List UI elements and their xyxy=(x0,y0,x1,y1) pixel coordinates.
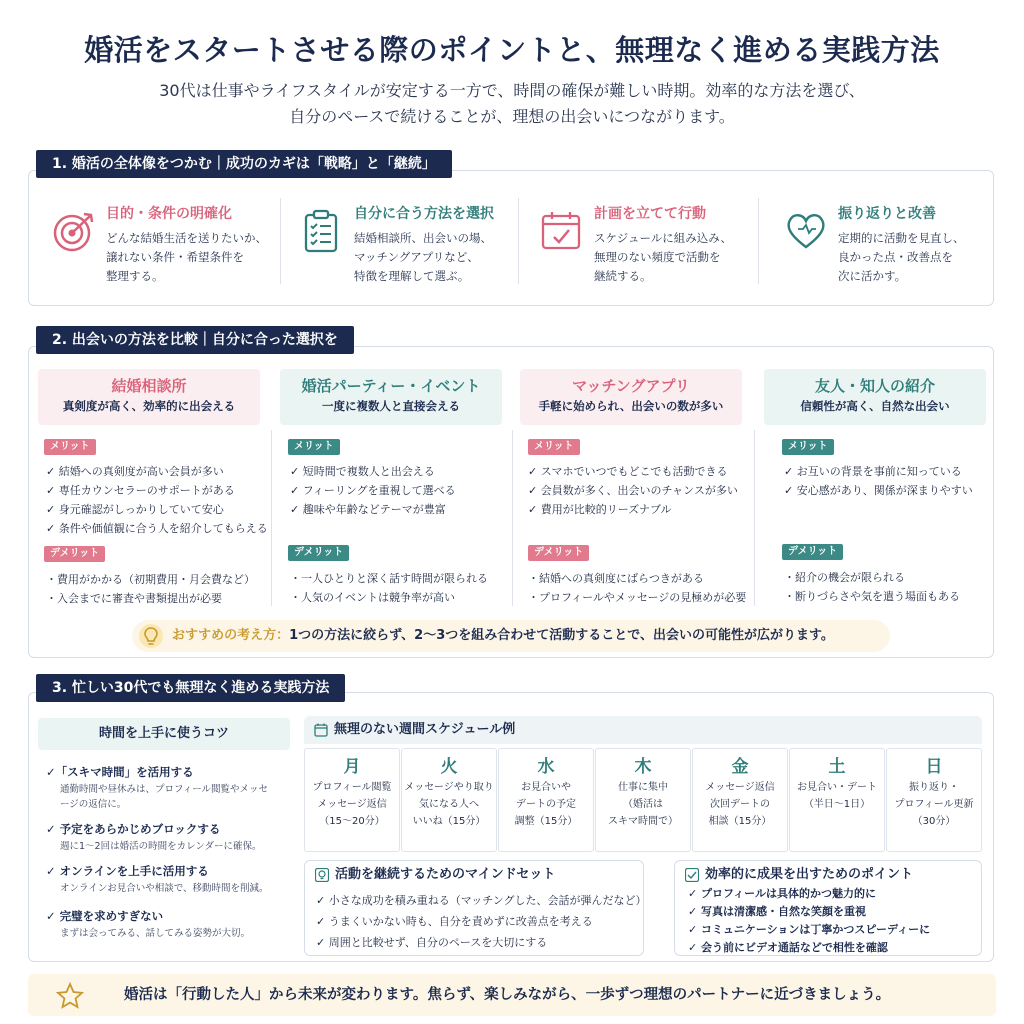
merit-item: ✓ 結婚への真剣度が高い会員が多い xyxy=(46,465,224,478)
lightbulb-icon xyxy=(138,623,164,649)
recommendation-text: おすすめの考え方：1つの方法に絞らず、2〜3つを組み合わせて活動することで、出会いの可能性が広がります。 xyxy=(172,628,834,643)
merit-item: ✓ 会員数が多く、出会いのチャンスが多い xyxy=(528,484,738,497)
method-column-head xyxy=(280,369,502,425)
mindset-item: ✓ 周囲と比較せず、自分のペースを大切にする xyxy=(316,936,548,949)
page-title: 婚活をスタートさせる際のポイントと、無理なく進める実践方法 xyxy=(84,33,940,67)
weekly-schedule-head: 無理のない週間スケジュール例 xyxy=(304,716,982,744)
divider xyxy=(280,198,281,284)
merit-tag: メリット xyxy=(44,439,96,455)
time-tip-head: ✓「スキマ時間」を活用する xyxy=(46,765,194,779)
time-tip-body: オンラインお見合いや相談で、移動時間を削減。 xyxy=(60,883,269,894)
schedule-day-thu: 木 仕事に集中 （婚活は スキマ時間で） xyxy=(595,748,691,852)
mindset-item: ✓ 小さな成功を積み重ねる（マッチングした、会話が弾んだなど） xyxy=(316,894,647,907)
target-icon xyxy=(50,207,98,255)
demerit-item: ・紹介の機会が限られる xyxy=(784,571,905,584)
demerit-tag: デメリット xyxy=(528,545,589,561)
day-name: 火 xyxy=(440,757,458,777)
clipboard-checklist-icon xyxy=(298,207,346,255)
calendar-icon xyxy=(314,723,328,737)
schedule-day-fri: 金 メッセージ返信 次回デートの 相談（15分） xyxy=(692,748,788,852)
divider xyxy=(271,430,272,606)
method-column-head xyxy=(38,369,260,425)
time-tip-head: ✓ 予定をあらかじめブロックする xyxy=(46,822,221,836)
section2-label: 2. 出会いの方法を比較｜自分に合った選択を xyxy=(36,326,354,354)
demerit-item: ・結婚への真剣度にばらつきがある xyxy=(528,572,704,585)
divider xyxy=(754,430,755,606)
day-name: 金 xyxy=(731,757,749,777)
method-title: 婚活パーティー・イベント xyxy=(301,377,481,395)
mindset-head: 活動を継続するためのマインドセット xyxy=(305,861,555,889)
method-subtitle: 一度に複数人と直接会える xyxy=(322,399,460,413)
method-subtitle: 真剣度が高く、効率的に出会える xyxy=(62,399,236,413)
strategy-item-body: 定期的に活動を見直し、 良かった点・改善点を 次に活かす。 xyxy=(838,231,965,283)
method-column-head xyxy=(764,369,986,425)
method-column-referral xyxy=(764,369,986,425)
merit-item: ✓ 身元確認がしっかりしていて安心 xyxy=(46,503,224,516)
schedule-day-wed: 水 お見合いや デートの予定 調整（15分） xyxy=(498,748,594,852)
demerit-item: ・費用がかかる（初期費用・月会費など） xyxy=(46,573,255,586)
method-column-party xyxy=(280,369,502,425)
merit-item: ✓ スマホでいつでもどこでも活動できる xyxy=(528,465,728,478)
strategy-item-head: 目的・条件の明確化 xyxy=(106,206,232,222)
lightbulb-icon xyxy=(315,868,329,882)
divider xyxy=(518,198,519,284)
merit-tag: メリット xyxy=(288,439,340,455)
efficiency-point: ✓ コミュニケーションは丁寧かつスピーディーに xyxy=(688,923,931,936)
time-tip-body: 通勤時間や昼休みは、プロフィール閲覧やメッセ ージの返信に。 xyxy=(60,784,269,810)
time-tip-head: ✓ 完璧を求めすぎない xyxy=(46,909,164,923)
demerit-tag: デメリット xyxy=(288,545,349,561)
method-subtitle: 信頼性が高く、自然な出会い xyxy=(800,399,950,413)
demerit-tag: デメリット xyxy=(782,544,843,560)
merit-item: ✓ 安心感があり、関係が深まりやすい xyxy=(784,484,973,497)
day-name: 水 xyxy=(537,757,555,777)
strategy-item-body: スケジュールに組み込み、 無理のない頻度で活動を 継続する。 xyxy=(594,231,732,283)
efficiency-points-head: 効率的に成果を出すためのポイント xyxy=(675,861,913,889)
star-icon xyxy=(56,982,84,1010)
day-name: 木 xyxy=(634,757,652,777)
demerit-item: ・人気のイベントは競争率が高い xyxy=(290,591,455,604)
schedule-day-mon: 月 プロフィール閲覧 メッセージ返信 （15〜20分） xyxy=(304,748,400,852)
schedule-day-sun: 日 振り返り・ プロフィール更新 （30分） xyxy=(886,748,982,852)
recommendation-banner xyxy=(132,620,890,652)
schedule-day-tue: 火 メッセージやり取り 気になる人へ いいね（15分） xyxy=(401,748,497,852)
demerit-item: ・プロフィールやメッセージの見極めが必要 xyxy=(528,591,747,604)
merit-item: ✓ 専任カウンセラーのサポートがある xyxy=(46,484,235,497)
heart-icon xyxy=(782,207,830,255)
efficiency-point: ✓ 写真は清潔感・自然な笑顔を重視 xyxy=(688,905,867,918)
method-title: 友人・知人の紹介 xyxy=(814,377,935,395)
lead-text xyxy=(0,78,1024,130)
time-tip-head: ✓ オンラインを上手に活用する xyxy=(46,864,209,878)
method-title: マッチングアプリ xyxy=(572,377,690,395)
time-tip-body: まずは会ってみる、話してみる姿勢が大切。 xyxy=(60,928,251,939)
lead-line: 30代は仕事やライフスタイルが安定する一方で、時間の確保が難しい時期。効率的な方法を選び、 xyxy=(159,81,865,100)
efficiency-point: ✓ 会う前にビデオ通話などで相性を確認 xyxy=(688,941,888,954)
schedule-day-sat: 土 お見合い・デート （半日〜1日） xyxy=(789,748,885,852)
time-tips-head: 時間を上手に使うコツ xyxy=(38,718,290,750)
strategy-item-head: 振り返りと改善 xyxy=(838,206,936,222)
day-name: 日 xyxy=(925,757,943,777)
demerit-item: ・一人ひとりと深く話す時間が限られる xyxy=(290,572,488,585)
strategy-item-body: 結婚相談所、出会いの場、 マッチングアプリなど、 特徴を理解して選ぶ。 xyxy=(354,231,492,283)
footer-banner xyxy=(28,974,996,1016)
divider xyxy=(758,198,759,284)
section1-label: 1. 婚活の全体像をつかむ｜成功のカギは「戦略」と「継続」 xyxy=(36,150,452,178)
method-title: 結婚相談所 xyxy=(111,377,187,395)
mindset-item: ✓ うまくいかない時も、自分を責めずに改善点を考える xyxy=(316,915,593,928)
day-name: 月 xyxy=(343,757,361,777)
lead-line: 自分のペースで続けることが、理想の出会いにつながります。 xyxy=(289,107,735,126)
merit-item: ✓ お互いの背景を事前に知っている xyxy=(784,465,962,478)
strategy-item-head: 自分に合う方法を選択 xyxy=(354,206,494,222)
demerit-item: ・入会までに審査や書類提出が必要 xyxy=(46,592,222,605)
merit-item: ✓ 短時間で複数人と出会える xyxy=(290,465,435,478)
method-subtitle: 手軽に始められ、出会いの数が多い xyxy=(538,399,724,413)
day-name: 土 xyxy=(828,757,846,777)
calendar-check-icon xyxy=(538,207,586,255)
strategy-item-body: どんな結婚生活を送りたいか、 譲れない条件・希望条件を 整理する。 xyxy=(106,231,267,283)
merit-item: ✓ 趣味や年齢などテーマが豊富 xyxy=(290,503,446,516)
method-column-agency xyxy=(38,369,260,425)
footer-text: 婚活は「行動した人」から未来が変わります。焦らず、楽しみながら、一歩ずつ理想のパートナーに近づきましょう。 xyxy=(124,987,891,1003)
strategy-item-head: 計画を立てて行動 xyxy=(594,206,706,222)
method-column-head xyxy=(520,369,742,425)
divider xyxy=(512,430,513,606)
merit-tag: メリット xyxy=(528,439,580,455)
checklist-icon xyxy=(685,868,699,882)
merit-tag: メリット xyxy=(782,439,834,455)
demerit-item: ・断りづらさや気を遣う場面もある xyxy=(784,590,960,603)
merit-item: ✓ 条件や価値観に合う人を紹介してもらえる xyxy=(46,522,268,535)
demerit-tag: デメリット xyxy=(44,546,105,562)
merit-item: ✓ 費用が比較的リーズナブル xyxy=(528,503,672,516)
merit-item: ✓ フィーリングを重視して選べる xyxy=(290,484,456,497)
efficiency-point: ✓ プロフィールは具体的かつ魅力的に xyxy=(688,887,876,900)
method-column-app xyxy=(520,369,742,425)
time-tip-body: 週に1〜2回は婚活の時間をカレンダーに確保。 xyxy=(60,841,262,852)
time-tips-box xyxy=(38,718,290,956)
section3-label: 3. 忙しい30代でも無理なく進める実践方法 xyxy=(36,674,345,702)
